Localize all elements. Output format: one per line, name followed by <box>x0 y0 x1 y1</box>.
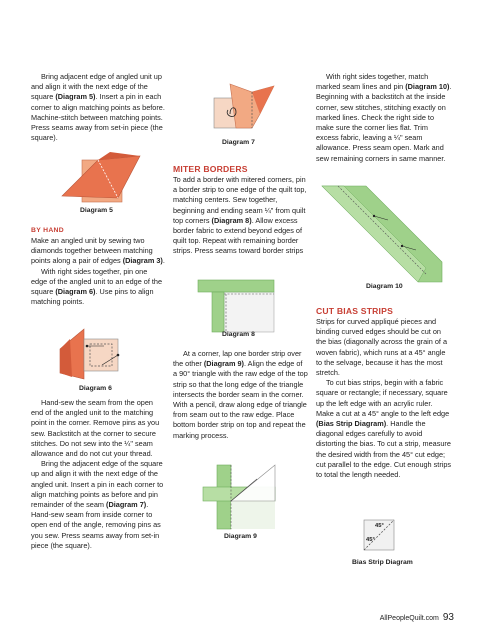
angle-label-top: 45° <box>375 523 384 529</box>
diagram-5-caption: Diagram 5 <box>80 207 113 214</box>
diagram-10-caption: Diagram 10 <box>366 283 403 290</box>
column-2-lower <box>173 349 308 441</box>
text-run: Bring the adjacent edge of the square up and align it with the next edge of the angled unit. Insert a pin in each corner to align matching points as before and pin remainder of the seam <box>31 459 164 510</box>
diagram-reference: (Diagram 9) <box>203 359 244 369</box>
paragraph <box>316 72 452 164</box>
bias-strip-caption: Bias Strip Diagram <box>352 559 413 566</box>
text-run: . <box>162 256 165 266</box>
paragraph <box>316 378 452 480</box>
angle-label-left: 45° <box>366 537 375 543</box>
diagram-reference: (Diagram 6) <box>55 287 96 297</box>
page-footer <box>380 612 454 623</box>
text-run: Bring adjacent edge of angled unit up and align it with the next edge of the square <box>31 72 162 102</box>
column-2 <box>173 164 308 257</box>
column-1-lower <box>31 398 165 551</box>
text-run: At a corner, lap one border strip over the other <box>173 349 302 369</box>
text-run: . Align the edge of a 90° triangle with the raw edge of the top strip so that the long edge of the triangle intersects the border seam in the corner. With a pencil, draw along edge of triangle from seam out to the raw edge. Place bottom border strip on top and repeat the marking process. <box>173 359 308 440</box>
diagram-9 <box>203 465 275 529</box>
diagram-8-caption: Diagram 8 <box>222 331 255 338</box>
angled-unit <box>62 156 140 198</box>
quilt-corner <box>224 292 274 332</box>
column-3 <box>316 72 452 164</box>
by-hand-heading: BY HAND <box>31 227 64 234</box>
text-run: . Use pins to align matching points. <box>31 287 154 307</box>
diagram-reference: (Diagram 7) <box>106 500 147 510</box>
diagram-reference: (Diagram 8) <box>211 215 252 225</box>
diagram-reference: (Diagram 5) <box>55 92 96 102</box>
diagram-5 <box>48 152 158 212</box>
paragraph <box>173 175 308 257</box>
diagram-reference: (Diagram 10) <box>405 82 450 92</box>
diagram-7-caption: Diagram 7 <box>222 139 255 146</box>
diagram-8 <box>194 272 274 332</box>
diagram-10 <box>322 186 442 282</box>
column-1-by-hand <box>31 226 165 307</box>
angled-unit-shadow <box>60 339 72 377</box>
paragraph <box>31 236 165 267</box>
paragraph <box>31 459 165 551</box>
diagram-6 <box>60 327 130 382</box>
diagram-6-caption: Diagram 6 <box>79 385 112 392</box>
text-run: Strips for curved appliqué pieces and binding curved edges should be cut on the bias (diagonally across the grain of a woven fabric), which runs at a 45° angle to the selvage, because it has the most stretch. <box>316 317 448 378</box>
page-number: 93 <box>442 612 454 623</box>
text-run: With right sides together, match marked seam lines and pin <box>316 72 429 92</box>
paragraph <box>173 349 308 441</box>
text-run: Make an angled unit by sewing two diamonds together between matching points along a pair of edges <box>31 236 153 266</box>
site-url[interactable]: AllPeopleQuilt.com <box>379 615 439 622</box>
diagram-reference: (Bias Strip Diagram) <box>316 419 387 429</box>
text-run: . Beginning with a backstitch at the inside corner, sew stitches, stitching exactly on marked lines. Check the right side to make sure the corner lies flat. Trim excess fabric, leaving a ¼" seam allowance. Press seam open. Mark and sew remaining corners in same manner. <box>316 82 452 163</box>
diagram-9-caption: Diagram 9 <box>224 533 257 540</box>
text-run: . Allow excess border fabric to extend beyond edges of quilt top. Repeat with remaining border strips. Press seams toward border strips <box>173 215 304 256</box>
text-run: With right sides together, pin one edge of the angled unit to an edge of the square <box>31 266 163 297</box>
quilt-corner <box>231 501 275 529</box>
column-3-lower <box>316 306 452 480</box>
diagram-reference: (Diagram 3) <box>122 256 163 266</box>
text-run: To cut bias strips, begin with a fabric square or rectangle; if necessary, square up the left edge with an acrylic ruler. Make a cut at a 45° angle to the left edge <box>316 378 450 418</box>
diagram-7 <box>206 84 276 134</box>
text-run: . Insert a pin in each corner to align matching points as before. Machine-stitch between matching points. Press seams away from set-in piece (the square). <box>31 92 165 143</box>
border-strip-top <box>198 280 274 292</box>
text-run: Hand-sew the seam from the open end of the angled unit to the matching point in the corner. Remove pins as you sew. Backstitch at the corner to secure stitches. Do not sew into the ¼" seam allowance and do not cut your thread. <box>31 398 160 459</box>
paragraph <box>31 267 165 308</box>
text-run: . Hand-sew seam from inside corner to open end of the angle, removing pins as you sew. Press seams away from set-in piece (the square). <box>31 500 161 550</box>
column-1 <box>31 72 165 143</box>
border-strip-side <box>212 292 224 332</box>
paragraph <box>316 317 452 378</box>
paragraph <box>31 398 165 459</box>
paragraph <box>31 72 165 143</box>
miter-borders-heading: MITER BORDERS <box>173 164 248 174</box>
cut-bias-strips-heading: CUT BIAS STRIPS <box>316 306 394 316</box>
text-run: . Handle the diagonal edges carefully to avoid distorting the bias. To cut a strip, measure the desired width from the 45° cut edge; cut parallel to the edge. Cut enough strips to total the length needed. <box>316 419 452 480</box>
text-run: To add a border with mitered corners, pin a border strip to one edge of the quilt top, matching centers. Sew together, beginning and ending seam ¼" from quilt top corners <box>173 175 307 225</box>
